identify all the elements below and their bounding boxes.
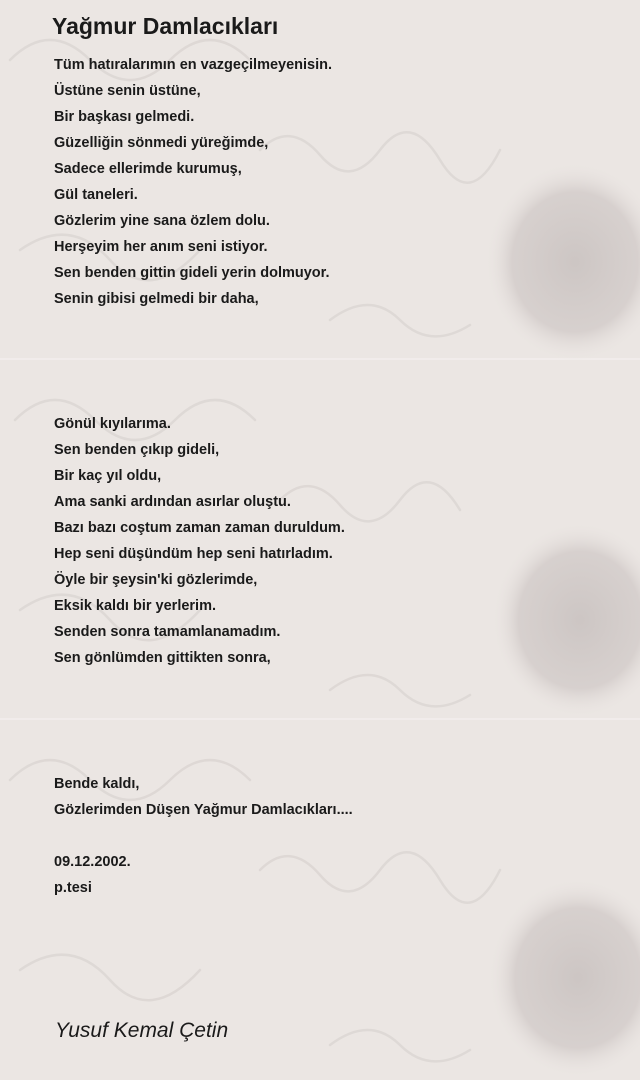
poem-line: Gözlerim yine sana özlem dolu. [54,213,270,229]
poem-line: Bende kaldı, [54,776,140,792]
stanza-1 [54,52,332,312]
poem-line: Gül taneleri. [54,187,138,203]
poem-line: Bir kaç yıl oldu, [54,468,162,484]
poem-line: Bazı bazı coştum zaman zaman duruldum. [54,520,345,536]
poem-line: Sen benden çıkıp gideli, [54,442,220,458]
poem-line: Bir başkası gelmedi. [54,109,195,125]
poem-line: Herşeyim her anım seni istiyor. [54,239,268,255]
poem-line: Güzelliğin sönmedi yüreğimde, [54,135,269,151]
poem-line: Üstüne senin üstüne, [54,83,201,99]
poem-line: Hep seni düşündüm hep seni hatırladım. [54,546,333,562]
poem-date: 09.12.2002. [54,854,131,870]
poem-line: Eksik kaldı bir yerlerim. [54,598,217,614]
poem-line: Öyle bir şeysin'ki gözlerimde, [54,572,258,588]
poem-date-block [54,849,131,901]
poem-line: Senin gibisi gelmedi bir daha, [54,291,259,307]
poem-line: Senden sonra tamamlanamadım. [54,624,281,640]
author-signature: Yusuf Kemal Çetin [55,1019,229,1042]
poem-line: Sen gönlümden gittikten sonra, [54,650,271,666]
poem-line: Sadece ellerimde kurumuş, [54,161,242,177]
stanza-3 [54,771,353,823]
poem-line: Gözlerimden Düşen Yağmur Damlacıkları.... [54,802,353,818]
poem-line: Tüm hatıralarımın en vazgeçilmeyenisin. [54,57,333,73]
poem-line: Gönül kıyılarıma. [54,416,171,432]
poem-day: p.tesi [54,880,92,896]
poem-line: Sen benden gittin gideli yerin dolmuyor. [54,265,330,281]
poem-title: Yağmur Damlacıkları [52,13,279,39]
poem-line: Ama sanki ardından asırlar oluştu. [54,494,291,510]
stanza-2 [54,411,345,671]
ink-blot-decoration [485,162,640,1078]
